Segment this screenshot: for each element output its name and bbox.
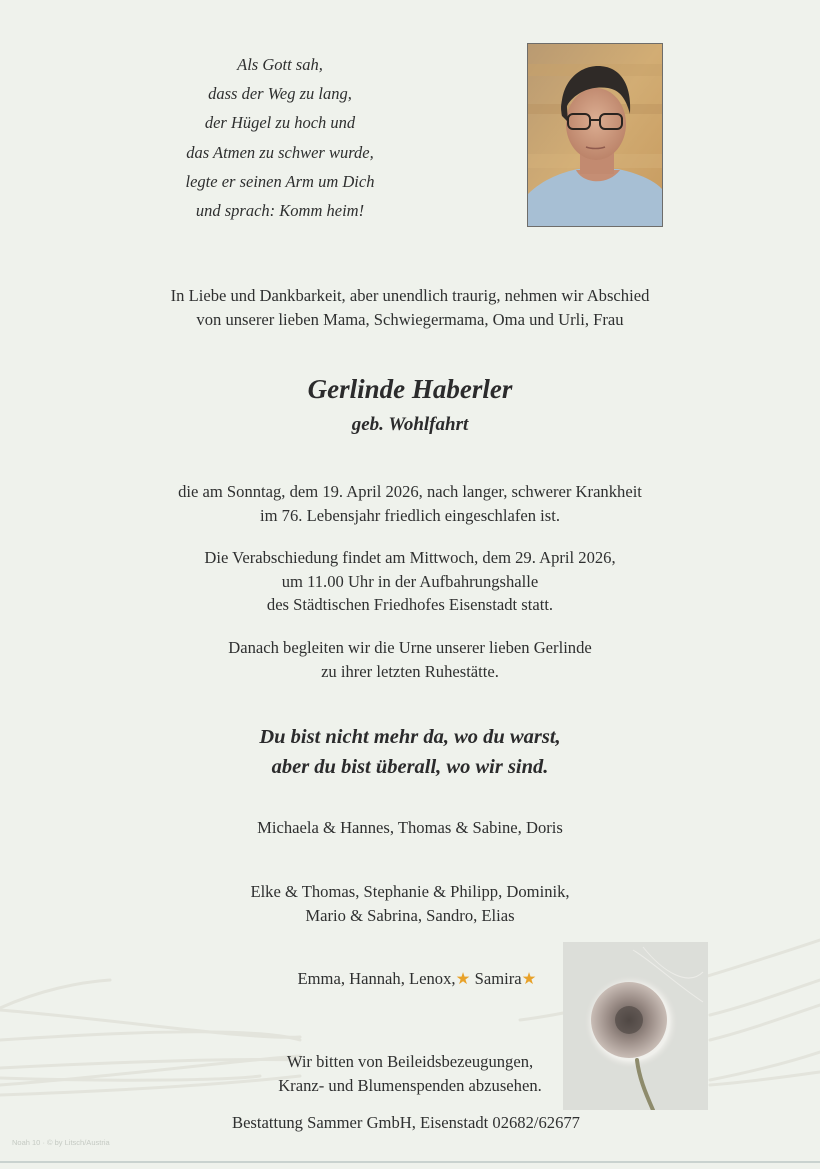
grandchildren-line: Mario & Sabrina, Sandro, Elias <box>305 905 515 925</box>
poem-line: der Hügel zu hoch und <box>204 113 356 133</box>
farewell-info <box>60 546 760 617</box>
undertaker-info: Bestattung Sammer GmbH, Eisenstadt 02682/62677 <box>232 1113 580 1132</box>
mourners-grandchildren <box>60 880 760 927</box>
poem-line: dass der Weg zu lang, <box>208 84 352 104</box>
maiden-name: geb. Wohlfahrt <box>351 414 469 435</box>
urn-line: Danach begleiten wir die Urne unserer lieben Gerlinde <box>228 638 592 657</box>
star-icon: ★ <box>455 969 471 988</box>
death-notice-line: die am Sonntag, dem 19. April 2026, nach langer, schwerer Krankheit <box>178 482 642 501</box>
portrait-photo <box>527 43 663 227</box>
request-line: Wir bitten von Beileidsbezeugungen, <box>286 1052 534 1071</box>
intro-line: In Liebe und Dankbarkeit, aber unendlich traurig, nehmen wir Abschied <box>170 286 650 305</box>
condolence-request <box>110 1050 710 1097</box>
bottom-divider <box>0 1161 820 1163</box>
farewell-line: um 11.00 Uhr in der Aufbahrungshalle <box>281 571 539 591</box>
image-credit: Noah 10 · © by Litsch/Austria <box>12 1138 110 1147</box>
death-notice-line: im 76. Lebensjahr friedlich eingeschlafen ist. <box>260 505 560 525</box>
quote-line: aber du bist überall, wo wir sind. <box>271 756 549 778</box>
poem-line: Als Gott sah, <box>237 55 323 74</box>
deceased-name: Gerlinde Haberler <box>307 374 513 404</box>
portrait-image <box>528 44 662 226</box>
memorial-quote <box>60 722 760 782</box>
death-notice <box>60 480 760 527</box>
poem <box>140 50 420 225</box>
farewell-line: des Städtischen Friedhofes Eisenstadt statt. <box>266 595 554 614</box>
star-icon: ★ <box>521 969 537 988</box>
great-grandchild-name-samira: Samira <box>470 969 522 988</box>
intro-text <box>60 284 760 331</box>
request-line: Kranz- und Blumenspenden abzusehen. <box>278 1075 542 1095</box>
poem-line: das Atmen zu schwer wurde, <box>186 142 374 162</box>
great-grandchildren-names: Emma, Hannah, Lenox, <box>297 969 456 988</box>
urn-burial-info <box>60 636 760 683</box>
urn-line: zu ihrer letzten Ruhestätte. <box>321 661 499 681</box>
farewell-line: Die Verabschiedung findet am Mittwoch, dem 29. April 2026, <box>204 548 616 567</box>
poem-line: und sprach: Komm heim! <box>195 201 365 221</box>
intro-line: von unserer lieben Mama, Schwiegermama, Oma und Urli, Frau <box>196 309 624 329</box>
grandchildren-line: Elke & Thomas, Stephanie & Philipp, Dominik, <box>250 882 570 901</box>
poem-line: legte er seinen Arm um Dich <box>185 171 375 191</box>
mourners-children: Michaela & Hannes, Thomas & Sabine, Doris <box>257 818 563 837</box>
quote-line: Du bist nicht mehr da, wo du warst, <box>259 726 561 748</box>
